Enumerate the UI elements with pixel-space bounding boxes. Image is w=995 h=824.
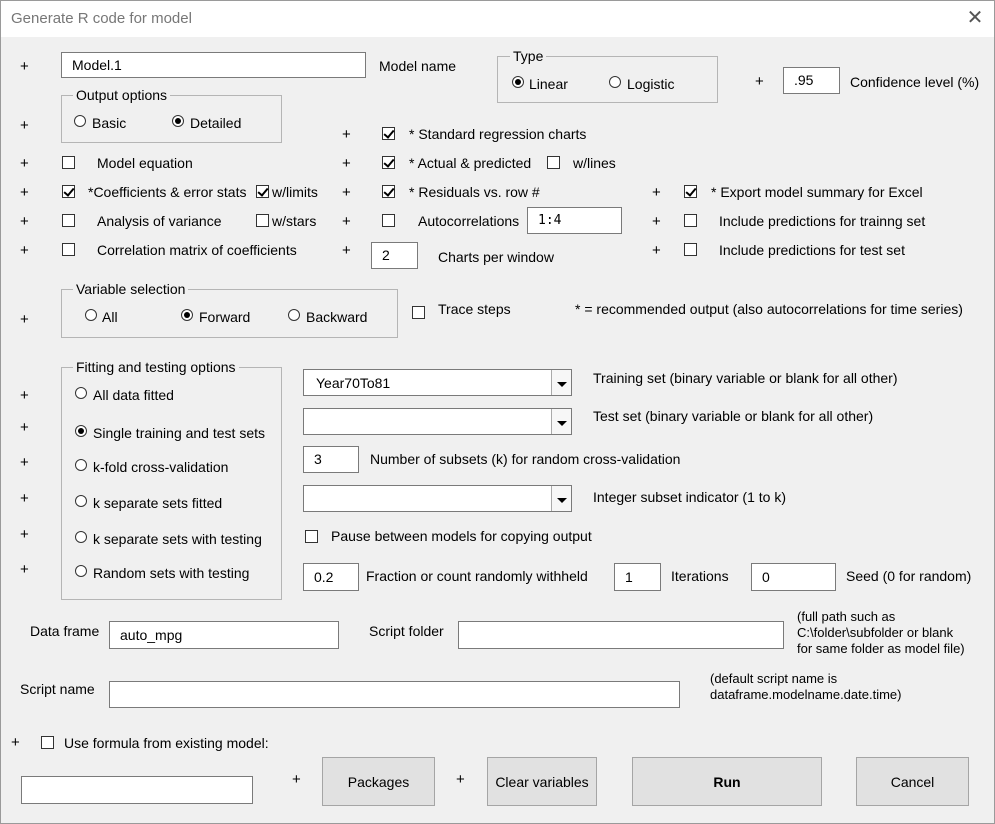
seed-label: Seed (0 for random) [846,568,972,584]
chevron-down-icon[interactable] [551,409,571,434]
data-frame-input[interactable]: auto_mpg [109,621,339,649]
export-summary-label: * Export model summary for Excel [711,184,923,200]
k-separate-radio[interactable] [75,495,87,507]
cancel-button[interactable]: Cancel [856,757,969,806]
integer-subset-label: Integer subset indicator (1 to k) [593,489,786,505]
script-folder-input[interactable] [458,621,784,649]
all-data-label: All data fitted [93,387,174,403]
forward-radio[interactable] [181,309,193,321]
basic-label: Basic [92,115,127,131]
expand-model-equation[interactable]: + [20,155,29,172]
detailed-label: Detailed [190,115,242,131]
single-label: Single training and test sets [93,425,265,441]
model-equation-checkbox[interactable] [62,156,75,169]
trace-steps-checkbox[interactable] [412,306,425,319]
coefficients-checkbox[interactable] [62,185,75,198]
pause-checkbox[interactable] [305,530,318,543]
all-label: All [102,309,118,325]
subsets-input[interactable]: 3 [303,446,359,473]
fraction-label: Fraction or count randomly withheld [366,568,588,584]
expand-use-formula[interactable]: + [11,734,20,751]
include-test-checkbox[interactable] [684,243,697,256]
w-limits-checkbox[interactable] [256,185,269,198]
single-radio[interactable] [75,425,87,437]
expand-export-summary[interactable]: + [652,184,661,201]
script-name-input[interactable] [109,681,680,708]
w-limits-label: w/limits [272,184,318,200]
backward-radio[interactable] [288,309,300,321]
iterations-label: Iterations [671,568,729,584]
packages-button[interactable]: Packages [322,757,435,806]
chevron-down-icon[interactable] [551,370,571,395]
anova-checkbox[interactable] [62,214,75,227]
correlation-label: Correlation matrix of coefficients [97,242,297,258]
include-test-label: Include predictions for test set [719,242,905,258]
seed-input[interactable]: 0 [751,563,836,591]
actual-predicted-checkbox[interactable] [382,156,395,169]
expand-anova[interactable]: + [20,213,29,230]
variable-selection-title: Variable selection [73,281,188,297]
training-set-label: Training set (binary variable or blank for all other) [593,370,898,386]
logistic-label: Logistic [627,76,675,92]
autocorrelations-checkbox[interactable] [382,214,395,227]
expand-standard-charts[interactable]: + [342,126,351,143]
kfold-radio[interactable] [75,459,87,471]
forward-label: Forward [199,309,251,325]
standard-charts-label: * Standard regression charts [409,126,587,142]
coefficients-label: *Coefficients & error stats [88,184,247,200]
chevron-down-icon[interactable] [551,486,571,511]
pause-label: Pause between models for copying output [331,528,592,544]
detailed-radio[interactable] [172,115,184,127]
confidence-label: Confidence level (%) [850,74,980,90]
model-name-input[interactable]: Model.1 [61,52,366,78]
iterations-input[interactable]: 1 [614,563,661,591]
close-icon[interactable]: ✕ [966,7,984,29]
fraction-input[interactable]: 0.2 [303,563,359,591]
backward-label: Backward [306,309,368,325]
w-lines-label: w/lines [573,155,616,171]
all-data-radio[interactable] [75,387,87,399]
training-set-combo[interactable] [303,369,572,396]
trace-steps-label: Trace steps [438,301,511,317]
expand-output-options[interactable]: + [20,117,29,134]
expand-k-separate-testing[interactable]: + [20,526,29,543]
expand-confidence[interactable]: + [755,73,764,90]
expand-k-separate[interactable]: + [20,490,29,507]
expand-actual-predicted[interactable]: + [342,155,351,172]
test-set-combo[interactable] [303,408,572,435]
training-set-value: Year70To81 [316,375,391,391]
script-name-note-2: dataframe.modelname.date.time) [710,687,902,702]
model-name-label: Model name [379,58,457,74]
use-formula-checkbox[interactable] [41,736,54,749]
standard-charts-checkbox[interactable] [382,127,395,140]
autocorrelations-label: Autocorrelations [418,213,520,229]
script-name-label: Script name [20,681,95,697]
script-folder-note-3: for same folder as model file) [797,641,965,656]
formula-input[interactable] [21,776,253,804]
correlation-checkbox[interactable] [62,243,75,256]
basic-radio[interactable] [74,115,86,127]
script-folder-note-2: C:\folder\subfolder or blank [797,625,954,640]
charts-per-window-input[interactable]: 2 [371,242,418,269]
w-stars-checkbox[interactable] [256,214,269,227]
expand-autocorrelations[interactable]: + [342,213,351,230]
expand-clear[interactable]: + [456,771,465,788]
fitting-group-title: Fitting and testing options [73,359,239,375]
kfold-label: k-fold cross-validation [93,459,229,475]
run-button[interactable]: Run [632,757,822,806]
all-radio[interactable] [85,309,97,321]
w-stars-label: w/stars [272,213,317,229]
charts-per-window-label: Charts per window [438,249,554,265]
model-equation-label: Model equation [97,155,193,171]
expand-charts-per-window[interactable]: + [342,242,351,259]
script-name-note-1: (default script name is [710,671,838,686]
export-summary-checkbox[interactable] [684,185,697,198]
output-options-title: Output options [73,87,170,103]
w-lines-checkbox[interactable] [547,156,560,169]
actual-predicted-label: * Actual & predicted [409,155,532,171]
subsets-label: Number of subsets (k) for random cross-validation [370,451,681,467]
expand-random-sets[interactable]: + [20,561,29,578]
residuals-checkbox[interactable] [382,185,395,198]
expand-include-training[interactable]: + [652,213,661,230]
expand-include-test[interactable]: + [652,242,661,259]
expand-packages[interactable]: + [292,771,301,788]
window-title: Generate R code for model [11,10,192,27]
integer-subset-combo[interactable] [303,485,572,512]
logistic-radio[interactable] [609,76,621,88]
expand-kfold[interactable]: + [20,454,29,471]
include-training-checkbox[interactable] [684,214,697,227]
anova-label: Analysis of variance [97,213,222,229]
random-sets-label: Random sets with testing [93,565,250,581]
k-separate-testing-label: k separate sets with testing [93,531,262,547]
script-folder-note-1: (full path such as [797,609,896,624]
k-separate-label: k separate sets fitted [93,495,223,511]
expand-single[interactable]: + [20,419,29,436]
random-sets-radio[interactable] [75,565,87,577]
script-folder-label: Script folder [369,623,444,639]
linear-label: Linear [529,76,568,92]
recommended-note: * = recommended output (also autocorrelations for time series) [575,301,963,317]
linear-radio[interactable] [512,76,524,88]
include-training-label: Include predictions for trainng set [719,213,926,229]
clear-variables-button[interactable]: Clear variables [487,757,597,806]
type-group-title: Type [510,48,546,64]
confidence-input[interactable]: .95 [783,67,840,94]
test-set-label: Test set (binary variable or blank for all other) [593,408,874,424]
expand-coefficients[interactable]: + [20,184,29,201]
expand-correlation[interactable]: + [20,242,29,259]
expand-model-name[interactable]: + [20,58,29,75]
expand-variable-selection[interactable]: + [20,311,29,328]
k-separate-testing-radio[interactable] [75,531,87,543]
data-frame-label: Data frame [30,623,100,639]
expand-residuals[interactable]: + [342,184,351,201]
expand-all-data[interactable]: + [20,387,29,404]
residuals-label: * Residuals vs. row # [409,184,540,200]
autocorrelations-input[interactable]: 1:4 [527,207,622,234]
use-formula-label: Use formula from existing model: [64,735,269,751]
